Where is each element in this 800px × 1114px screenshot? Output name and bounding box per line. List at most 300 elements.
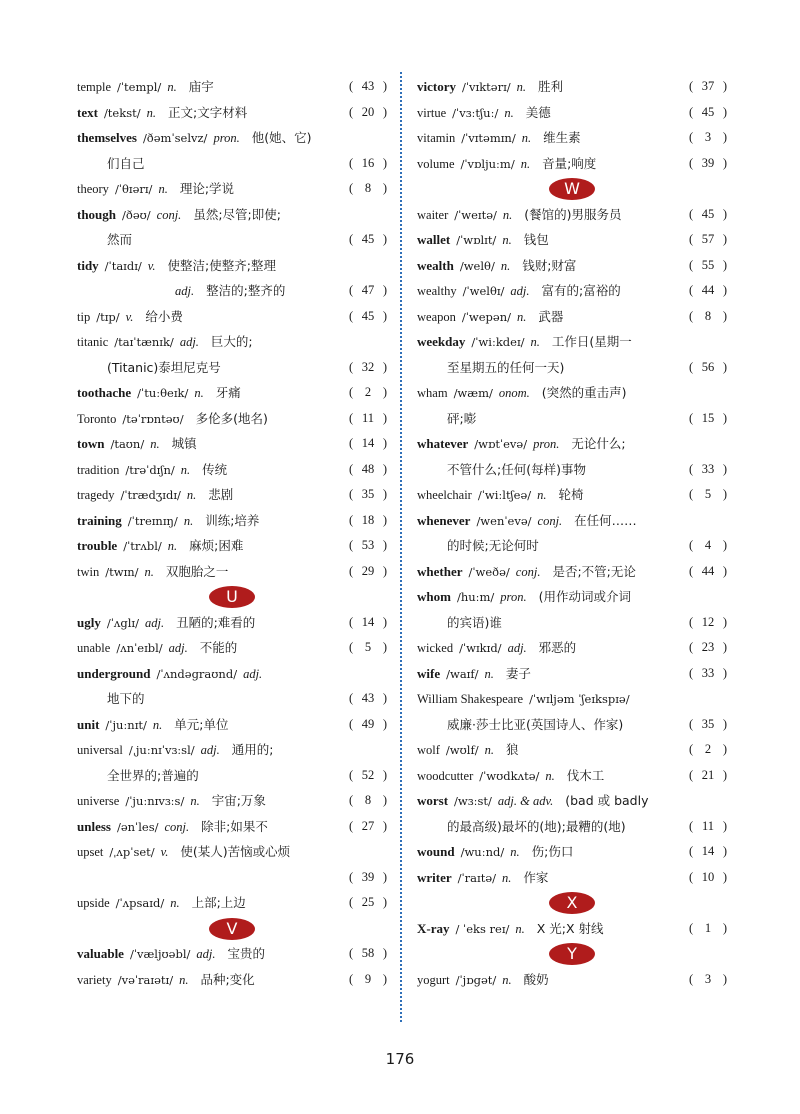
dictionary-entry	[417, 839, 727, 865]
entry-headword: wealthy	[417, 284, 457, 298]
entry-phonetic: /wɜːst/	[454, 794, 492, 808]
entry-part-of-speech: conj.	[164, 819, 190, 834]
entry-page-number: 8	[704, 308, 712, 323]
entry-phonetic: /huːm/	[456, 590, 495, 604]
entry-definition: 伤;伤口	[531, 844, 574, 859]
entry-headword: Toronto	[77, 411, 117, 426]
entry-page-number: 33	[701, 461, 715, 476]
entry-phonetic: /ˈwɒlɪt/	[456, 233, 497, 247]
entry-definition: 武器	[538, 308, 564, 324]
entry-page-number: 55	[701, 257, 715, 272]
entry-page-ref: ( 57 )	[689, 227, 727, 253]
entry-continuation	[417, 533, 727, 559]
entry-definition: 的时候;无论何时	[447, 538, 539, 553]
entry-part-of-speech: pron.	[213, 131, 240, 145]
entry-continuation	[77, 763, 387, 789]
entry-page-ref: ( 27 )	[349, 814, 387, 840]
entry-definition: 双胞胎之一	[165, 563, 229, 579]
entry-page-ref: ( 53 )	[349, 533, 387, 559]
entry-phonetic: /ˌʌpˈset/	[109, 845, 155, 859]
entry-part-of-speech: v.	[160, 845, 169, 859]
entry-part-of-speech: onom.	[498, 386, 530, 400]
entry-page-number: 45	[701, 104, 715, 119]
entry-headword: wolf	[417, 743, 440, 757]
entry-phonetic: /ˈvɪtəmɪn/	[461, 131, 516, 145]
entry-page-number: 45	[701, 206, 715, 221]
entry-headword: universal	[77, 743, 123, 757]
entry-continuation	[417, 406, 727, 432]
dictionary-entry	[77, 661, 387, 687]
entry-headword: William Shakespeare	[417, 692, 524, 706]
entry-definition: 钱包	[523, 232, 549, 247]
entry-page-ref: ( 8 )	[349, 788, 387, 814]
entry-definition: 胜利	[538, 79, 564, 94]
entry-definition: 上部;上边	[191, 895, 246, 910]
entry-page-ref: ( 11 )	[349, 406, 387, 432]
entry-part-of-speech: adj. & adv.	[497, 794, 554, 808]
entry-part-of-speech: n.	[146, 105, 156, 120]
entry-phonetic: /təˈrɒntəʊ/	[122, 411, 184, 426]
letter-section-header	[417, 941, 727, 967]
dictionary-entry	[417, 380, 727, 406]
entry-definition: 至星期五的任何一天)	[447, 359, 565, 375]
entry-page-ref: ( 23 )	[689, 635, 727, 661]
dictionary-entry	[77, 329, 387, 355]
entry-part-of-speech: n.	[517, 309, 527, 324]
entry-continuation	[77, 686, 387, 712]
entry-page-number: 43	[361, 691, 375, 705]
entry-page-number: 16	[361, 155, 375, 170]
entry-headword: wound	[417, 844, 455, 859]
entry-definition: 使(某人)苦恼或心烦	[180, 844, 291, 859]
entry-definition: X 光;X 射线	[536, 920, 604, 936]
entry-definition: 巨大的;	[210, 334, 253, 349]
entry-phonetic: /ˈjuːnɪvɜːs/	[125, 794, 185, 808]
entry-phonetic: /ˈθɪərɪ/	[114, 182, 153, 196]
entry-headword: writer	[417, 869, 452, 885]
entry-page-number: 12	[701, 614, 715, 629]
entry-phonetic: /ˈweðə/	[468, 564, 510, 579]
entry-definition: 使整洁;使整齐;整理	[167, 257, 276, 273]
entry-page-ref: ( 43 )	[349, 686, 387, 712]
entry-page-ref: ( 18 )	[349, 508, 387, 534]
entry-part-of-speech: n.	[190, 794, 200, 808]
entry-headword: worst	[417, 793, 449, 808]
entry-phonetic: /vəˈraɪətɪ/	[117, 972, 174, 987]
entry-headword: twin	[77, 564, 100, 579]
entry-phonetic: /ənˈles/	[116, 819, 159, 834]
dictionary-entry	[417, 482, 727, 508]
entry-part-of-speech: n.	[521, 131, 532, 145]
entry-phonetic: /ˈtrædʒɪdɪ/	[120, 488, 181, 502]
dictionary-entry	[417, 763, 727, 789]
entry-page-number: 45	[361, 308, 375, 323]
entry-headword: variety	[77, 972, 112, 987]
entry-page-number: 29	[361, 563, 375, 578]
entry-definition: 威廉·莎士比亚(英国诗人、作家)	[447, 716, 624, 732]
entry-phonetic: /welθ/	[459, 258, 495, 273]
entry-page-ref: ( 45 )	[689, 100, 727, 126]
dictionary-entry	[417, 304, 727, 330]
entry-headword: wheelchair	[417, 488, 472, 502]
entry-page-number: 44	[701, 563, 715, 578]
entry-definition: 的宾语)谁	[447, 614, 502, 630]
dictionary-entry	[77, 635, 387, 661]
entry-part-of-speech: adj.	[200, 743, 220, 757]
entry-page-number: 56	[701, 359, 715, 374]
entry-part-of-speech: n.	[502, 870, 512, 885]
entry-page-ref: ( 14 )	[689, 839, 727, 865]
entry-definition: 酸奶	[523, 971, 549, 987]
entry-page-ref: ( 12 )	[689, 610, 727, 636]
right-column	[417, 74, 727, 992]
letter-section-header	[77, 584, 387, 610]
entry-headword: wealth	[417, 257, 454, 273]
dictionary-entry	[417, 916, 727, 942]
entry-page-number: 32	[361, 359, 375, 374]
entry-headword: virtue	[417, 105, 447, 120]
entry-page-ref: ( 9 )	[349, 967, 387, 993]
entry-page-number: 44	[701, 283, 715, 297]
entry-definition: 牙痛	[215, 385, 241, 400]
entry-headword: theory	[77, 182, 109, 196]
dictionary-entry	[417, 661, 727, 687]
entry-headword: upset	[77, 845, 104, 859]
entry-page-ref: ( 33 )	[689, 661, 727, 687]
entry-definition: 整洁的;整齐的	[206, 283, 286, 298]
entry-page-number: 2	[364, 385, 372, 399]
entry-part-of-speech: n.	[520, 156, 531, 171]
entry-page-ref: ( 25 )	[349, 890, 387, 916]
entry-phonetic: /wɒtˈevə/	[474, 437, 528, 451]
entry-definition: 单元;单位	[174, 716, 229, 732]
entry-part-of-speech: n.	[194, 386, 204, 400]
entry-part-of-speech: conj.	[537, 513, 563, 528]
entry-continuation	[77, 865, 387, 891]
entry-part-of-speech: adj.	[144, 615, 165, 630]
entry-definition: 训练;培养	[205, 512, 260, 528]
entry-headword: yogurt	[417, 972, 450, 987]
entry-phonetic: /ˈwɪkɪd/	[459, 641, 502, 655]
entry-headword: valuable	[77, 946, 124, 961]
entry-definition: 伐木工	[566, 767, 605, 783]
dictionary-entry	[77, 788, 387, 814]
entry-phonetic: /ˈwiːltʃeə/	[477, 488, 532, 502]
entry-definition: 妻子	[505, 665, 531, 681]
entry-phonetic: /ˈraɪtə/	[457, 870, 497, 885]
entry-part-of-speech: n.	[530, 335, 540, 349]
entry-page-ref: ( 8 )	[349, 176, 387, 202]
entry-part-of-speech: n.	[150, 437, 160, 451]
entry-page-ref: ( 4 )	[689, 533, 727, 559]
dictionary-entry	[77, 431, 387, 457]
entry-phonetic: /wæm/	[453, 386, 493, 400]
entry-definition: (餐馆的)男服务员	[524, 206, 622, 222]
entry-phonetic: /ˈweɪtə/	[454, 207, 497, 222]
entry-definition: 无论什么;	[571, 436, 626, 451]
entry-headword: vitamin	[417, 131, 456, 145]
dictionary-entry	[417, 278, 727, 304]
entry-continuation	[77, 227, 387, 253]
dictionary-entry	[417, 737, 727, 763]
entry-headword: upside	[77, 896, 110, 910]
dictionary-entry	[417, 967, 727, 993]
entry-definition: 正文;文字材料	[167, 104, 248, 120]
entry-definition: 传统	[202, 461, 228, 477]
dictionary-entry	[77, 100, 387, 126]
entry-part-of-speech: n.	[183, 513, 194, 528]
dictionary-entry	[77, 74, 387, 100]
entry-page-number: 58	[361, 946, 375, 960]
dictionary-entry	[417, 125, 727, 151]
entry-phonetic: /ˈvɜːtʃuː/	[452, 105, 499, 120]
dictionary-entry	[417, 584, 727, 610]
entry-part-of-speech: n.	[179, 972, 189, 987]
letter-section-header	[417, 176, 727, 202]
entry-phonetic: /ˌjuːnɪˈvɜːsl/	[128, 743, 195, 757]
entry-part-of-speech: adj.	[243, 666, 263, 681]
entry-continuation	[77, 151, 387, 177]
entry-part-of-speech: n.	[152, 717, 163, 732]
entry-page-ref: ( 47 )	[349, 278, 387, 304]
entry-page-ref: ( 3 )	[689, 125, 727, 151]
entry-definition: 他(她、它)	[251, 130, 312, 145]
entry-page-ref: ( 29 )	[349, 559, 387, 585]
entry-continuation	[417, 712, 727, 738]
entry-headword: unless	[77, 818, 111, 834]
dictionary-entry	[77, 406, 387, 432]
entry-definition: 砰;嘭	[447, 410, 477, 426]
entry-phonetic: /twɪn/	[105, 564, 139, 579]
dictionary-entry	[77, 610, 387, 636]
entry-page-number: 52	[361, 767, 375, 782]
entry-phonetic: /ˈʌndəgraʊnd/	[156, 666, 238, 681]
dictionary-entry	[77, 253, 387, 279]
entry-headword: waiter	[417, 207, 449, 222]
dictionary-entry	[417, 329, 727, 355]
entry-page-ref: ( 15 )	[689, 406, 727, 432]
entry-headword: training	[77, 512, 122, 528]
entry-headword: underground	[77, 665, 151, 681]
entry-part-of-speech: pron.	[500, 590, 527, 604]
entry-phonetic: /ˈjɒgət/	[455, 972, 497, 987]
dictionary-entry	[77, 176, 387, 202]
entry-definition: (bad 或 badly	[565, 793, 649, 808]
dictionary-entry	[77, 125, 387, 151]
entry-headword: victory	[417, 79, 456, 94]
entry-page-number: 18	[361, 512, 375, 527]
dictionary-entry	[77, 457, 387, 483]
entry-headword: unable	[77, 641, 111, 655]
dictionary-entry	[77, 737, 387, 763]
dictionary-entry	[417, 788, 727, 814]
entry-headword: wicked	[417, 641, 454, 655]
entry-part-of-speech: n.	[500, 258, 511, 273]
entry-page-ref: ( 35 )	[349, 482, 387, 508]
entry-part-of-speech: adj.	[168, 641, 188, 655]
entry-headword: whom	[417, 589, 451, 604]
entry-page-number: 27	[361, 818, 375, 833]
dictionary-entry	[417, 508, 727, 534]
entry-page-number: 35	[361, 487, 375, 501]
entry-phonetic: /ˈtuːθeɪk/	[137, 386, 189, 400]
entry-definition: 邪恶的	[538, 640, 577, 655]
entry-phonetic: /ðəmˈselvz/	[142, 131, 208, 145]
entry-page-ref: ( 43 )	[349, 74, 387, 100]
entry-part-of-speech: adj.	[510, 284, 530, 298]
letter-badge: W	[549, 178, 595, 200]
entry-page-number: 11	[361, 410, 375, 425]
entry-phonetic: /ðəʊ/	[122, 207, 151, 222]
entry-page-number: 14	[361, 436, 375, 450]
entry-part-of-speech: n.	[186, 488, 197, 502]
entry-headword: unit	[77, 716, 100, 732]
letter-badge: U	[209, 586, 255, 608]
entry-headword: toothache	[77, 385, 132, 400]
entry-page-number: 39	[701, 155, 715, 170]
entry-definition: 不管什么;任何(每样)事物	[447, 461, 586, 477]
entry-phonetic: /waɪf/	[446, 666, 479, 681]
entry-part-of-speech: adj.	[175, 284, 195, 298]
entry-definition: 的最高级)最坏的(地);最糟的(地)	[447, 818, 626, 834]
entry-phonetic: /ˈvæljʊəbl/	[129, 947, 191, 961]
entry-page-ref: ( 5 )	[689, 482, 727, 508]
entry-headword: ugly	[77, 614, 101, 630]
entry-page-number: 39	[361, 869, 375, 884]
entry-definition: 通用的;	[231, 742, 274, 757]
entry-page-number: 53	[361, 538, 375, 552]
entry-headword: themselves	[77, 130, 137, 145]
entry-definition: 在任何……	[574, 512, 637, 528]
entry-page-ref: ( 39 )	[689, 151, 727, 177]
dictionary-entry	[417, 227, 727, 253]
entry-definition: 美德	[525, 104, 551, 120]
entry-part-of-speech: n.	[537, 488, 547, 502]
entry-phonetic: /ˈwɪljəm ˈʃeɪkspɪə/	[529, 692, 630, 706]
entry-headword: town	[77, 436, 105, 451]
entry-page-ref: ( 2 )	[349, 380, 387, 406]
entry-page-ref: ( 45 )	[349, 227, 387, 253]
entry-phonetic: /ˈʌpsaɪd/	[115, 896, 165, 910]
entry-definition: (Titanic)泰坦尼克号	[107, 359, 221, 375]
entry-definition: 作家	[523, 869, 549, 885]
column-divider	[400, 72, 402, 1022]
entry-phonetic: /ʌnˈeɪbl/	[116, 641, 163, 655]
entry-phonetic: /ˈjuːnɪt/	[105, 717, 147, 732]
entry-phonetic: /trəˈdɪʃn/	[125, 462, 175, 477]
entry-part-of-speech: n.	[144, 564, 154, 579]
entry-definition: 狼	[505, 742, 519, 757]
entry-page-ref: ( 37 )	[689, 74, 727, 100]
dictionary-entry	[77, 890, 387, 916]
entry-definition: 麻烦;困难	[189, 538, 244, 553]
entry-part-of-speech: v.	[125, 309, 134, 324]
entry-page-number: 5	[364, 640, 372, 654]
entry-definition: (用作动词或介词	[538, 589, 631, 604]
entry-continuation	[417, 355, 727, 381]
entry-headword: tidy	[77, 257, 99, 273]
entry-headword: whatever	[417, 436, 469, 451]
entry-page-number: 23	[701, 640, 715, 654]
entry-phonetic: /wuːnd/	[460, 845, 505, 859]
entry-part-of-speech: n.	[504, 105, 514, 120]
entry-page-ref: ( 48 )	[349, 457, 387, 483]
entry-part-of-speech: n.	[502, 233, 512, 247]
entry-headword: tragedy	[77, 488, 115, 502]
entry-page-number: 21	[701, 767, 715, 782]
entry-phonetic: /ˈvɪktərɪ/	[461, 80, 511, 94]
entry-page-ref: ( 52 )	[349, 763, 387, 789]
letter-badge: X	[549, 892, 595, 914]
dictionary-entry	[77, 380, 387, 406]
entry-part-of-speech: n.	[158, 182, 168, 196]
entry-page-number: 20	[361, 104, 375, 119]
entry-definition: 轮椅	[558, 487, 584, 502]
letter-badge: V	[209, 918, 255, 940]
entry-headword: weekday	[417, 334, 466, 349]
dictionary-entry	[417, 151, 727, 177]
entry-page-number: 37	[701, 79, 715, 93]
entry-page-ref: ( 44 )	[689, 559, 727, 585]
letter-section-header	[417, 890, 727, 916]
entry-headword: though	[77, 206, 117, 222]
entry-phonetic: /ˈwiːkdeɪ/	[471, 335, 525, 349]
entry-phonetic: /ˈwelθɪ/	[462, 284, 505, 298]
entry-part-of-speech: conj.	[156, 207, 182, 222]
entry-page-number: 35	[701, 716, 715, 731]
entry-definition: 不能的	[199, 640, 238, 655]
entry-phonetic: /ˈʌglɪ/	[106, 615, 139, 630]
entry-page-number: 4	[704, 538, 712, 552]
entry-definition: 宇宙;万象	[211, 793, 266, 808]
dictionary-entry	[417, 253, 727, 279]
entry-part-of-speech: adj.	[196, 947, 216, 961]
entry-part-of-speech: pron.	[533, 437, 560, 451]
entry-part-of-speech: n.	[180, 462, 191, 477]
entry-page-ref: ( 3 )	[689, 967, 727, 993]
entry-definition: 除非;如果不	[201, 818, 268, 834]
entry-phonetic: /ˈwepən/	[461, 309, 512, 324]
entry-definition: (突然的重击声)	[541, 385, 627, 400]
letter-badge: Y	[549, 943, 595, 965]
entry-definition: 地下的	[107, 691, 145, 706]
dictionary-entry	[417, 559, 727, 585]
entry-headword: temple	[77, 80, 112, 94]
entry-part-of-speech: n.	[167, 80, 177, 94]
entry-part-of-speech: n.	[484, 666, 494, 681]
entry-definition: 城镇	[171, 436, 197, 451]
entry-part-of-speech: adj.	[507, 641, 527, 655]
dictionary-entry	[417, 635, 727, 661]
entry-phonetic: /taɪˈtænɪk/	[114, 335, 174, 349]
entry-definition: 是否;不管;无论	[552, 563, 636, 579]
entry-headword: trouble	[77, 538, 118, 553]
entry-headword: volume	[417, 156, 455, 171]
entry-page-ref: ( 8 )	[689, 304, 727, 330]
entry-page-ref: ( 14 )	[349, 610, 387, 636]
entry-phonetic: /ˈtreɪnɪŋ/	[127, 513, 178, 528]
entry-page-number: 48	[361, 461, 375, 476]
entry-phonetic: /ˈtaɪdɪ/	[104, 258, 142, 273]
entry-headword: wife	[417, 665, 441, 681]
entry-headword: whenever	[417, 512, 471, 528]
entry-headword: X-ray	[417, 920, 450, 936]
entry-page-ref: ( 32 )	[349, 355, 387, 381]
entry-definition: 钱财;财富	[522, 257, 577, 273]
entry-phonetic: /ˈvɒljuːm/	[460, 156, 515, 171]
dictionary-entry	[77, 304, 387, 330]
left-column	[77, 74, 387, 992]
